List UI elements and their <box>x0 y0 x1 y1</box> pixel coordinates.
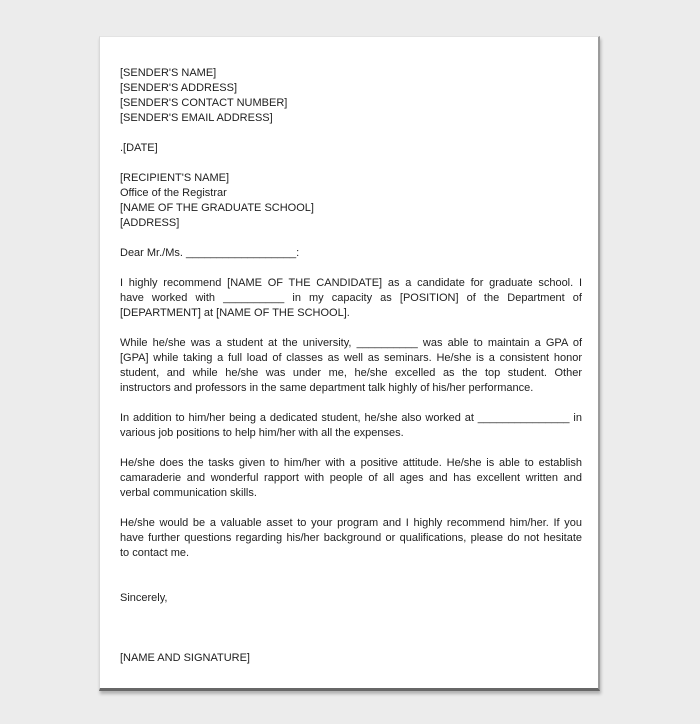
sender-block <box>120 66 582 126</box>
recipient-school: [NAME OF THE GRADUATE SCHOOL] <box>120 202 314 214</box>
salutation-block <box>120 246 582 261</box>
sender-address: [SENDER'S ADDRESS] <box>120 82 238 94</box>
sender-contact-number: [SENDER'S CONTACT NUMBER] <box>120 97 288 109</box>
body-paragraph-1 <box>120 276 582 321</box>
paragraph-line: While he/she was a student at the university, __________ was able to maintain a GPA of <box>120 337 582 349</box>
signature-placeholder: [NAME AND SIGNATURE] <box>120 652 250 664</box>
paragraph-line: He/she does the tasks given to him/her with a positive attitude. He/she is able to establish <box>120 457 582 469</box>
body-paragraph-2 <box>120 336 582 396</box>
paragraph-line: camaraderie and wonderful rapport with people of all ages and has excellent written and <box>120 472 582 484</box>
closing: Sincerely, <box>120 592 168 604</box>
paragraph-line: student, and while he/she was under me, he/she excelled as the top student. Other <box>120 367 582 379</box>
date-line: .[DATE] <box>120 142 158 154</box>
recipient-name: [RECIPIENT'S NAME] <box>120 172 230 184</box>
paragraph-line: I highly recommend [NAME OF THE CANDIDATE] as a candidate for graduate school. I <box>120 277 582 289</box>
recipient-office: Office of the Registrar <box>120 187 227 199</box>
closing-block <box>120 591 582 606</box>
paragraph-line: to contact me. <box>120 547 190 559</box>
body-paragraph-4 <box>120 456 582 501</box>
paragraph-line: [GPA] while taking a full load of classes as well as seminars. He/she is a consistent honor <box>120 352 582 364</box>
date-block <box>120 141 582 156</box>
signature-block <box>120 651 582 666</box>
body-paragraph-3 <box>120 411 582 441</box>
paragraph-line: have worked with __________ in my capacity as [POSITION] of the Department of <box>120 292 582 304</box>
sender-email-address: [SENDER'S EMAIL ADDRESS] <box>120 112 273 124</box>
paragraph-line: various job positions to help him/her with all the expenses. <box>120 427 404 439</box>
recipient-address: [ADDRESS] <box>120 217 180 229</box>
sender-name: [SENDER'S NAME] <box>120 67 217 79</box>
salutation: Dear Mr./Ms. __________________: <box>120 247 300 259</box>
recipient-block <box>120 171 582 231</box>
paragraph-line: In addition to him/her being a dedicated student, he/she also worked at _______________ in <box>120 412 582 424</box>
letter-document <box>99 36 600 691</box>
paragraph-line: [DEPARTMENT] at [NAME OF THE SCHOOL]. <box>120 307 350 319</box>
paragraph-line: instructors and professors in the same department talk highly of his/her performance. <box>120 382 534 394</box>
paragraph-line: He/she would be a valuable asset to your program and I highly recommend him/her. If you <box>120 517 582 529</box>
paragraph-line: verbal communication skills. <box>120 487 257 499</box>
body-paragraph-5 <box>120 516 582 561</box>
paragraph-line: have further questions regarding his/her background or qualifications, please do not hesitate <box>120 532 582 544</box>
